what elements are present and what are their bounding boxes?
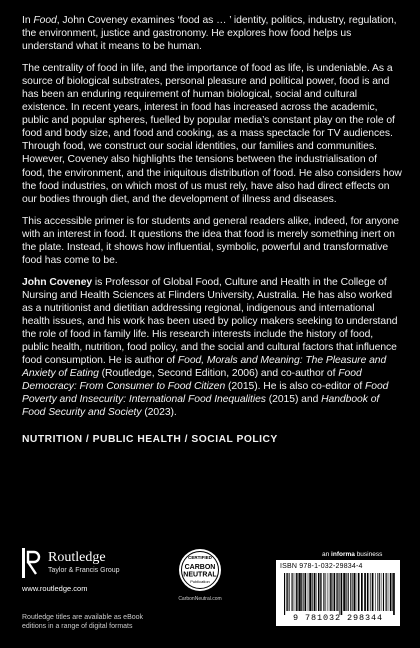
barcode-bar bbox=[320, 573, 321, 611]
barcode-bar bbox=[318, 573, 319, 611]
barcode-bar bbox=[375, 573, 376, 611]
cn-certified-text: CERTIFIED bbox=[188, 555, 212, 560]
barcode-bar bbox=[381, 573, 382, 611]
barcode-bar bbox=[309, 573, 311, 611]
barcode-bars bbox=[284, 573, 396, 615]
author-name: John Coveney bbox=[22, 276, 93, 288]
barcode-bar bbox=[354, 573, 356, 611]
barcode-bar bbox=[339, 573, 340, 615]
barcode-bar bbox=[361, 573, 363, 611]
routledge-mark-icon bbox=[22, 548, 42, 578]
barcode-bar bbox=[370, 573, 371, 611]
barcode-bar bbox=[286, 573, 287, 611]
author-bio: John Coveney is Professor of Global Food, Culture and Health in the College of Nursing and Health Sciences at Flinders University, Australia. He has also worked as a nutritionist and dietitian addressing regional, indigenous and international health issues, and his work has been used by policy makers seeking to understand the role of food in family life. His research interests include the history of food, public health, nutrition, food policy, and the social and cultural factors that influence food consumption. He is author of Food, Morals and Meaning: The Pleasure and Anxiety of Eating (Routledge, Second Edition, 2006) and co-author of Food Democracy: From Consumer to Food Citizen (2015). He is also co-editor of Food Poverty and Insecurity: International Food Inequalities (2015) and Handbook of Food Security and Society (2023). bbox=[22, 276, 398, 419]
barcode-bar bbox=[316, 573, 317, 611]
ean-digits: 9 781032 298344 bbox=[292, 613, 383, 623]
subject-categories: NUTRITION / PUBLIC HEALTH / SOCIAL POLICY bbox=[22, 434, 278, 446]
barcode-bar bbox=[296, 573, 297, 611]
barcode-bar bbox=[367, 573, 368, 611]
barcode-bar bbox=[331, 573, 332, 611]
cover-footer bbox=[0, 540, 420, 648]
barcode-bar bbox=[341, 573, 343, 615]
publisher-name: Routledge bbox=[48, 550, 106, 565]
barcode-bar bbox=[356, 573, 357, 611]
barcode-bar bbox=[328, 573, 329, 611]
barcode-bar bbox=[364, 573, 366, 611]
barcode-bar bbox=[301, 573, 302, 611]
barcode-bar bbox=[352, 573, 353, 611]
barcode-bar bbox=[337, 573, 338, 611]
barcode-bar bbox=[314, 573, 316, 611]
barcode-bar bbox=[305, 573, 307, 611]
publisher-group: Taylor & Francis Group bbox=[48, 567, 120, 574]
barcode-bar bbox=[350, 573, 351, 611]
barcode-bar bbox=[388, 573, 389, 611]
barcode-bar bbox=[308, 573, 309, 611]
barcode-bar bbox=[299, 573, 301, 611]
barcode-bar bbox=[348, 573, 349, 611]
barcode-bar bbox=[343, 573, 345, 611]
barcode-bar bbox=[334, 573, 336, 611]
cn-neutral-text: NEUTRAL bbox=[183, 571, 217, 579]
barcode-bar bbox=[297, 573, 298, 611]
intro-paragraph: In Food, John Coveney examines ‘food as … ’ identity, politics, industry, regulation, the environment, justice and gastronomy. He explores how food helps us understand what it means to be human. bbox=[22, 15, 397, 53]
barcode-bar bbox=[303, 573, 304, 611]
routledge-logo bbox=[22, 546, 132, 582]
barcode-bar bbox=[392, 573, 393, 611]
centrality-paragraph: The centrality of food in life, and the importance of food as life, is undeniable. As a source of biological substrates, personal pleasure and political power, food is and has been an enduring requirement of human biological, social and cultural existence. In recent years, interest in food has increased across the academic, public and popular spheres, fuelled by popular media’s constant play on the role of food and body size, and food and cooking, as a mass spectacle for TV audiences. Through food, we construct our social identities, our families and communities. However, Coveney also highlights the tensions between the industrialisation of food, the environment, and the iniquitous distribution of food. He also considers how the food industries, on which most of us must rely, have also had direct effects on our bodies through diet, and the development of illness and diseases. bbox=[22, 63, 402, 205]
barcode-bar bbox=[323, 573, 324, 611]
barcode-bar bbox=[369, 573, 370, 611]
carbon-neutral-badge-icon bbox=[178, 548, 222, 592]
barcode-bar bbox=[284, 573, 285, 615]
isbn-text: ISBN 978-1-032-29834-4 bbox=[280, 563, 363, 570]
barcode-bar bbox=[312, 573, 313, 611]
barcode-bar bbox=[321, 573, 322, 611]
cn-carbon-text: CARBON bbox=[184, 564, 216, 571]
informa-business-label: an informa business bbox=[322, 551, 383, 558]
carbon-neutral-url: CarbonNeutral.com bbox=[178, 596, 222, 602]
cn-publication-text: Publication bbox=[190, 579, 210, 584]
barcode-bar bbox=[294, 573, 295, 611]
barcode-bar bbox=[372, 573, 374, 611]
primer-paragraph: This accessible primer is for students and general readers alike, indeed, for anyone with an interest in food. It questions the idea that food is merely something inert on the plate. Instead, it shows how influential, symbolic, powerful and transformative food has come to be. bbox=[22, 215, 399, 266]
barcode bbox=[276, 560, 400, 626]
barcode-bar bbox=[377, 573, 378, 611]
barcode-bar bbox=[287, 573, 288, 611]
barcode-bar bbox=[383, 573, 384, 611]
barcode-bar bbox=[345, 573, 346, 611]
barcode-bar bbox=[379, 573, 380, 611]
barcode-bar bbox=[292, 573, 293, 611]
barcode-bar bbox=[386, 573, 387, 611]
back-cover-text bbox=[22, 14, 402, 455]
barcode-bar bbox=[336, 573, 337, 611]
barcode-bar bbox=[358, 573, 360, 611]
barcode-bar bbox=[289, 573, 290, 611]
barcode-bar bbox=[330, 573, 331, 611]
barcode-bar bbox=[326, 573, 327, 611]
ebook-note: Routledge titles are available as eBook editions in a range of digital formats bbox=[22, 614, 144, 630]
publisher-url: www.routledge.com bbox=[22, 584, 88, 593]
barcode-bar bbox=[390, 573, 392, 611]
barcode-bar bbox=[393, 573, 395, 615]
